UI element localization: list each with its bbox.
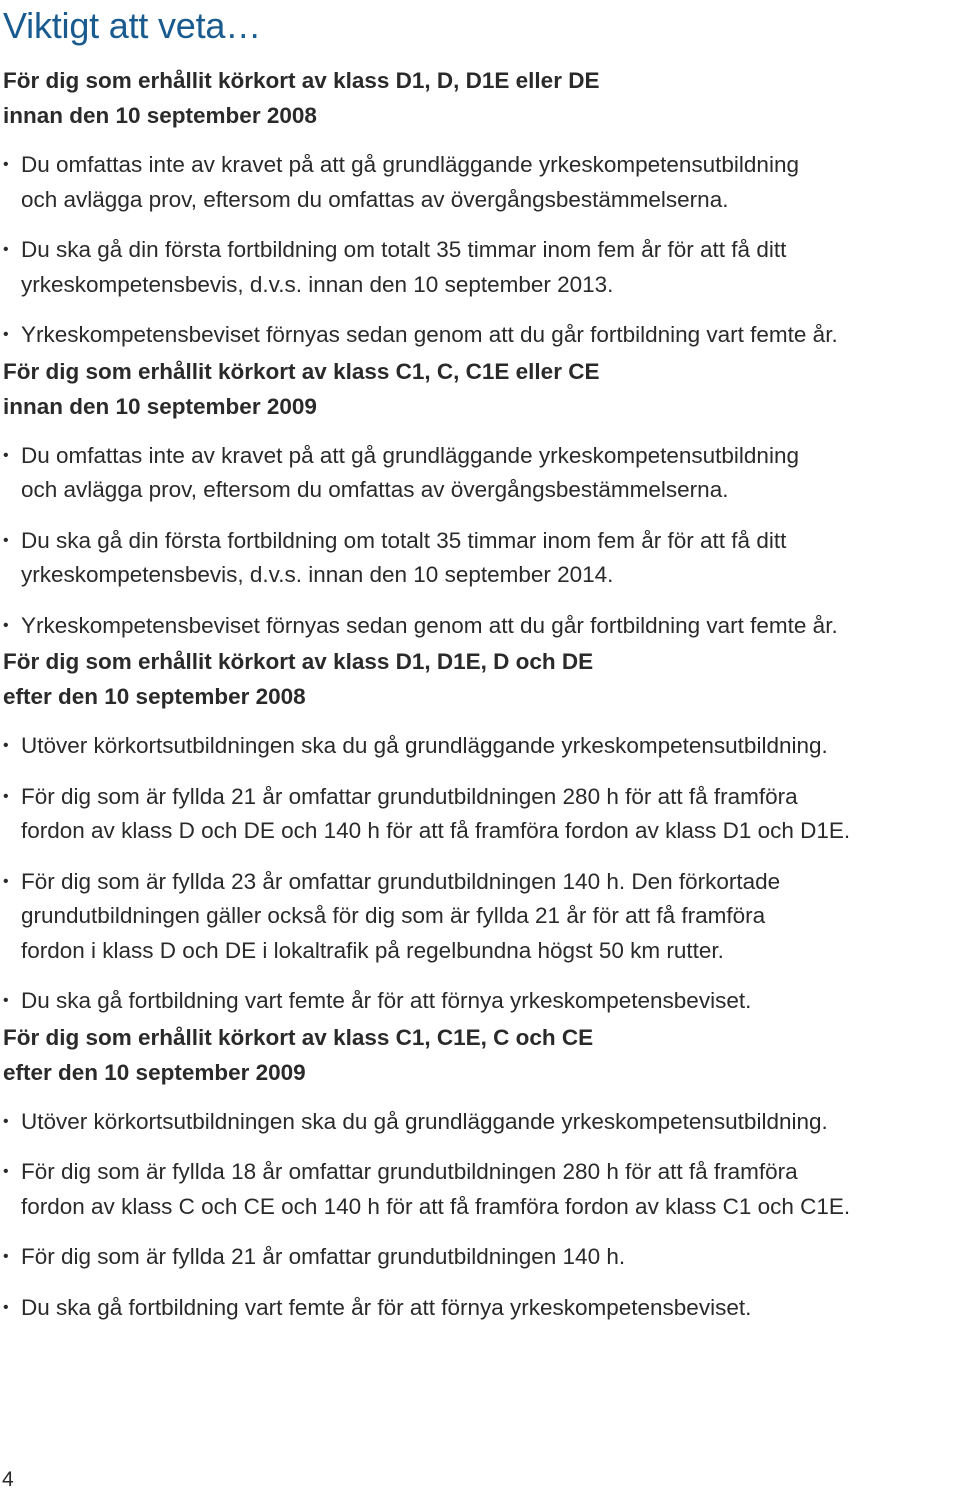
bullet-item xyxy=(3,318,955,353)
bullet-item xyxy=(3,1240,955,1275)
text-line: fordon av klass C och CE och 140 h för att få framföra fordon av klass C1 och C1E. xyxy=(21,1193,851,1219)
bullet-item xyxy=(3,1291,955,1326)
text-line: yrkeskompetensbevis, d.v.s. innan den 10 september 2014. xyxy=(21,562,614,587)
text-line: Utöver körkortsutbildningen ska du gå grundläggande yrkeskompetensutbildning. xyxy=(21,1108,828,1134)
text-line: För dig som är fyllda 21 år omfattar grundutbildningen 140 h. xyxy=(21,1244,626,1269)
bullet-text xyxy=(21,318,955,353)
bullet-icon: • xyxy=(3,1112,9,1130)
text-line: För dig som är fyllda 18 år omfattar grundutbildningen 280 h för att få framföra xyxy=(21,1159,798,1184)
bullet-text xyxy=(21,148,955,217)
section-heading xyxy=(3,644,955,714)
bullet-text xyxy=(21,609,955,644)
bullet-item xyxy=(3,729,955,764)
text-line: Du ska gå fortbildning vart femte år för att förnya yrkeskompetensbeviset. xyxy=(21,988,752,1013)
section-heading xyxy=(3,63,955,133)
bullet-icon: • xyxy=(3,1248,9,1265)
bullet-item xyxy=(3,780,955,849)
bullet-icon: • xyxy=(3,1163,9,1180)
bullet-item xyxy=(3,524,955,593)
bullet-icon: • xyxy=(3,787,9,805)
bullet-item xyxy=(3,439,955,508)
bullet-icon: • xyxy=(3,326,9,343)
bullet-list xyxy=(3,439,955,644)
text-line: För dig som är fyllda 21 år omfattar grundutbildningen 280 h för att få framföra xyxy=(21,783,798,809)
bullet-item xyxy=(3,984,955,1019)
bullet-text xyxy=(21,984,955,1019)
bullet-icon: • xyxy=(3,992,9,1009)
bullet-text xyxy=(21,233,955,302)
text-line: Du ska gå din första fortbildning om totalt 35 timmar inom fem år för att få ditt xyxy=(21,527,787,553)
bullet-list xyxy=(3,1105,955,1326)
bullet-icon: • xyxy=(3,616,9,634)
bullet-item xyxy=(3,1155,955,1224)
heading-line: innan den 10 september 2009 xyxy=(3,393,317,419)
text-line: Du omfattas inte av kravet på att gå grundläggande yrkeskompetensutbildning xyxy=(21,442,799,468)
bullet-icon: • xyxy=(3,872,9,890)
section-c-before-2009 xyxy=(3,354,955,644)
heading-line: För dig som erhållit körkort av klass C1, C1E, C och CE xyxy=(3,1024,594,1050)
bullet-text xyxy=(21,1155,955,1224)
text-line: fordon i klass D och DE i lokaltrafik på regelbundna högst 50 km rutter. xyxy=(21,937,724,963)
bullet-text xyxy=(21,1291,955,1326)
page-title: Viktigt att veta… xyxy=(3,5,262,46)
bullet-text xyxy=(21,524,955,593)
bullet-list xyxy=(3,729,955,1019)
text-line: Utöver körkortsutbildningen ska du gå grundläggande yrkeskompetensutbildning. xyxy=(21,733,828,758)
bullet-item xyxy=(3,609,955,644)
bullet-text xyxy=(21,865,955,969)
section-d-after-2008 xyxy=(3,644,955,1019)
text-line: För dig som är fyllda 23 år omfattar grundutbildningen 140 h. Den förkortade xyxy=(21,868,781,894)
bullet-icon: • xyxy=(3,737,9,754)
text-line: grundutbildningen gäller också för dig som är fyllda 21 år för att få framföra xyxy=(21,903,766,928)
heading-line: För dig som erhållit körkort av klass D1, D1E, D och DE xyxy=(3,649,594,674)
text-line: fordon av klass D och DE och 140 h för att få framföra fordon av klass D1 och D1E. xyxy=(21,818,851,843)
content xyxy=(3,63,955,1325)
bullet-icon: • xyxy=(3,1298,9,1316)
text-line: och avlägga prov, eftersom du omfattas av övergångsbestämmelserna. xyxy=(21,186,729,212)
page-number: 4 xyxy=(2,1468,14,1491)
section-heading xyxy=(3,1020,955,1090)
section-c-after-2009 xyxy=(3,1020,955,1326)
text-line: Yrkeskompetensbeviset förnyas sedan genom att du går fortbildning vart femte år. xyxy=(21,322,838,347)
bullet-text xyxy=(21,729,955,764)
text-line: Du ska gå din första fortbildning om totalt 35 timmar inom fem år för att få ditt xyxy=(21,237,787,262)
heading-line: För dig som erhållit körkort av klass C1, C, C1E eller CE xyxy=(3,358,600,384)
bullet-item xyxy=(3,148,955,217)
bullet-text xyxy=(21,780,955,849)
bullet-icon: • xyxy=(3,446,9,464)
heading-line: innan den 10 september 2008 xyxy=(3,103,317,128)
heading-line: För dig som erhållit körkort av klass D1, D, D1E eller DE xyxy=(3,68,600,93)
bullet-item xyxy=(3,233,955,302)
bullet-list xyxy=(3,148,955,353)
bullet-text xyxy=(21,1105,955,1140)
text-line: yrkeskompetensbevis, d.v.s. innan den 10 september 2013. xyxy=(21,271,614,297)
bullet-icon: • xyxy=(3,531,9,549)
bullet-text xyxy=(21,439,955,508)
section-d-before-2008 xyxy=(3,63,955,353)
bullet-item xyxy=(3,1105,955,1140)
text-line: Du omfattas inte av kravet på att gå grundläggande yrkeskompetensutbildning xyxy=(21,152,799,177)
bullet-text xyxy=(21,1240,955,1275)
section-heading xyxy=(3,354,955,424)
bullet-icon: • xyxy=(3,241,9,258)
text-line: Du ska gå fortbildning vart femte år för att förnya yrkeskompetensbeviset. xyxy=(21,1294,752,1320)
text-line: och avlägga prov, eftersom du omfattas av övergångsbestämmelserna. xyxy=(21,477,729,502)
heading-line: efter den 10 september 2009 xyxy=(3,1059,306,1085)
text-line: Yrkeskompetensbeviset förnyas sedan genom att du går fortbildning vart femte år. xyxy=(21,612,838,638)
bullet-icon: • xyxy=(3,156,9,173)
heading-line: efter den 10 september 2008 xyxy=(3,684,306,709)
bullet-item xyxy=(3,865,955,969)
